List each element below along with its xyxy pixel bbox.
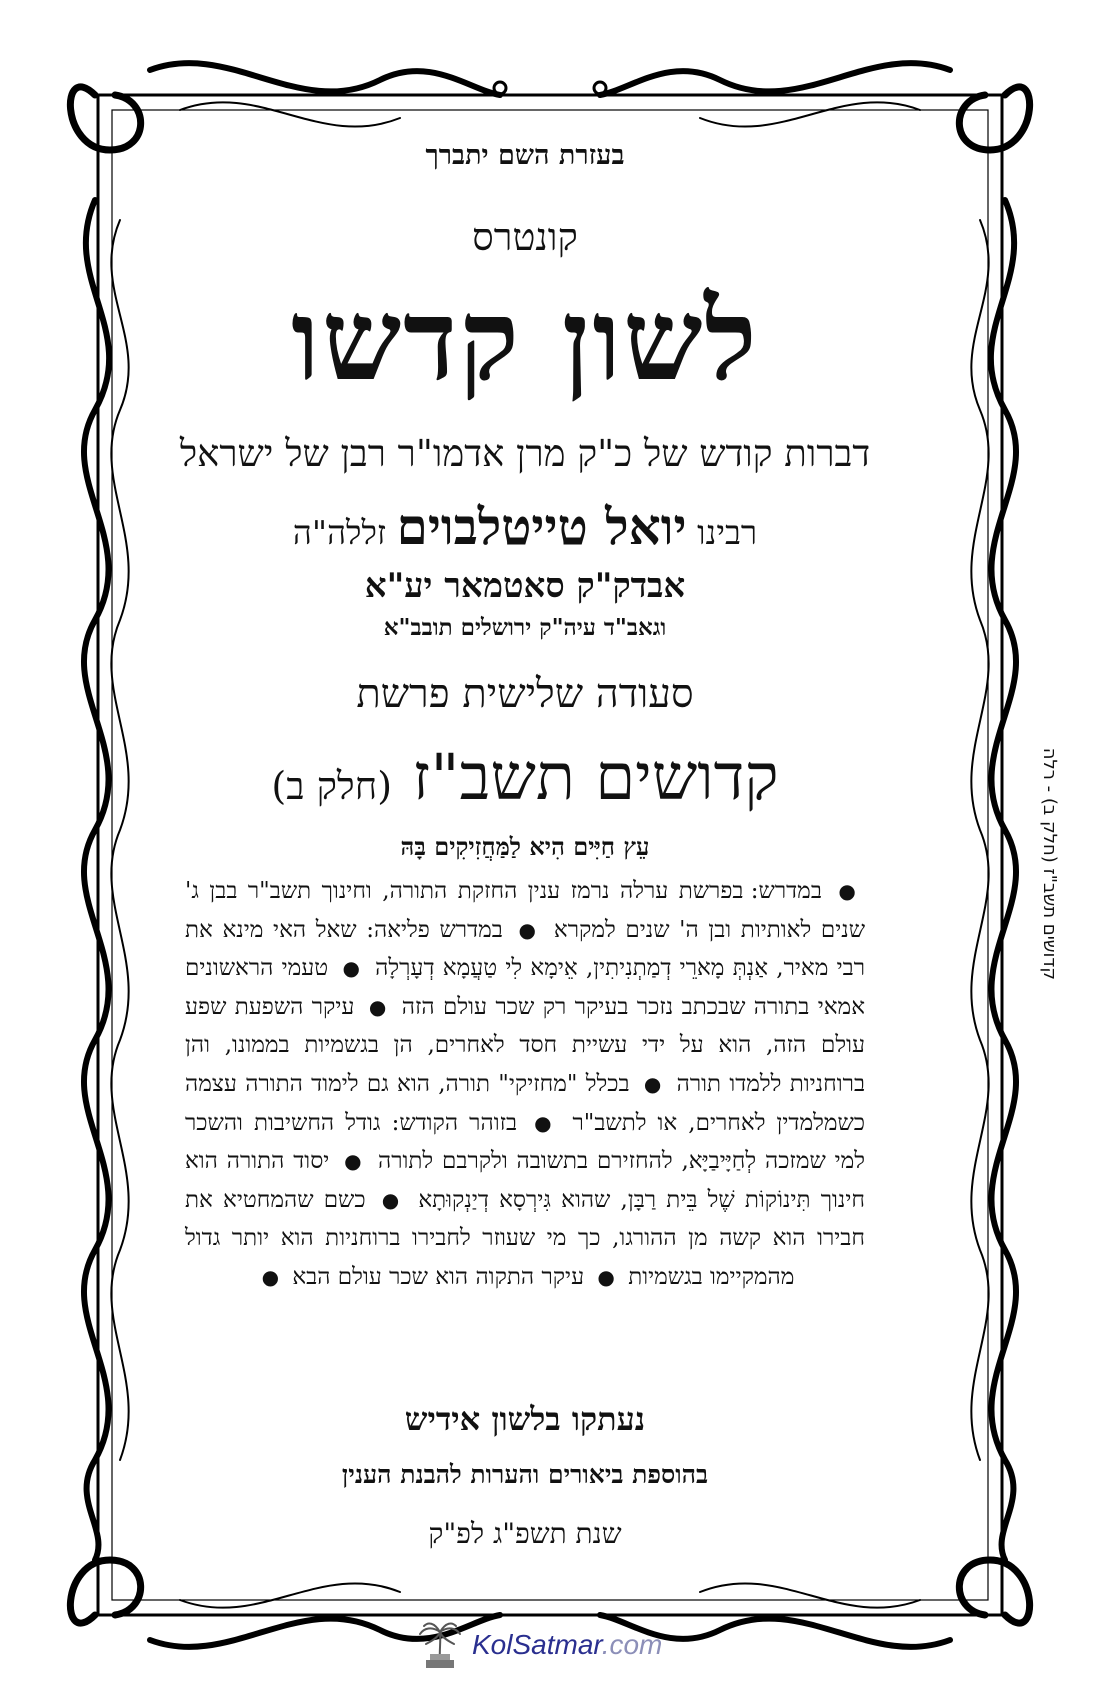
palm-tree-book-icon bbox=[418, 1620, 462, 1670]
kuntres-label: קונטרס bbox=[472, 215, 578, 259]
rabbi-name-row bbox=[175, 497, 875, 556]
list-item: בזוהר הקודש: גודל החשיבות והשכר למי שמזכה לְחַיָּיבַיָּא, להחזירם בתשובה ולקרבם לתורה bbox=[185, 1109, 866, 1175]
list-item: עיקר התקוה הוא שכר עולם הבא bbox=[292, 1263, 585, 1290]
seuda-label: סעודה שלישית פרשת bbox=[356, 671, 694, 717]
running-header: קדושים תשב"ז (חלק ב) - רלה bbox=[1039, 747, 1060, 980]
list-item: יסוד התורה הוא חינוך תִּינוֹקוֹת שֶׁל בֵּית רַבָּן, שהוא גִּירְסָא דְיַנְקוּתָא bbox=[185, 1148, 866, 1213]
rabbi-suffix: זללה"ה bbox=[292, 513, 387, 552]
etz-chaim-verse: עֵץ חַיִּים הִיא לַמַּחֲזִיקִים בָּהּ bbox=[400, 832, 650, 861]
parsha-name: קדושים תשב"ז bbox=[412, 741, 779, 815]
list-item: במדרש: בפרשת ערלה נרמז ענין החזקת התורה, וחינוך תשב"ר בבן ג' שנים לאותיות ובן ה' שנים למקרא bbox=[185, 878, 865, 943]
ab-title: אבדק"ק סאטמאר יע"א bbox=[364, 566, 686, 606]
bullet-icon: ● bbox=[342, 956, 361, 981]
bullet-icon: ● bbox=[597, 1264, 615, 1289]
bullet-icon: ● bbox=[518, 917, 539, 942]
logo-brand: KolSatmar bbox=[472, 1629, 602, 1660]
list-item: כשם שהמחטיא את חבירו הוא קשה מן ההורגו, כך מי שעוזר לחבירו ברוחניות הוא יותר גדול מהמקיימו בגשמיות bbox=[185, 1186, 865, 1290]
gaavad-title: וגאב"ד עיה"ק ירושלים תובב"א bbox=[383, 614, 667, 641]
bullet-icon: ● bbox=[534, 1110, 556, 1135]
main-title: לשון קדשו bbox=[291, 275, 759, 406]
blessing-line: בעזרת השם יתברך bbox=[425, 140, 625, 171]
rabbi-prefix: רבינו bbox=[697, 513, 758, 552]
bullet-icon: ● bbox=[838, 879, 860, 903]
bullet-icon: ● bbox=[643, 1071, 663, 1096]
list-item: עיקר השפעת שפע עולם הזה, הוא על ידי עשיית חסד לאחרים, הן בגשמיות בממונו, והן ברוחניות ללמדו תורה bbox=[185, 993, 866, 1097]
list-item: טעמי הראשונים אמאי בתורה שבכתב נזכר בעיקר רק שכר עולם הזה bbox=[185, 955, 865, 1020]
bullet-icon: ● bbox=[344, 1149, 364, 1174]
bullet-icon: ● bbox=[261, 1264, 280, 1289]
site-logo[interactable] bbox=[418, 1620, 662, 1670]
part-label: (חלק ב) bbox=[271, 764, 393, 808]
list-item: בכלל "מחזיקי" תורה, הוא גם לימוד התורה עצמה כשמלמדין לאחרים, או לתשב"ר bbox=[185, 1070, 866, 1136]
additions-note: בהוספת ביאורים והערות להבנת הענין bbox=[341, 1460, 709, 1489]
bullet-icon: ● bbox=[381, 1187, 403, 1212]
rabbi-name: יואל טייטלבוים bbox=[396, 497, 687, 556]
translation-note: נעתקו בלשון אידיש bbox=[404, 1400, 646, 1438]
subtitle: דברות קודש של כ"ק מרן אדמו"ר רבן של ישראל bbox=[179, 432, 871, 475]
publication-year: שנת תשפ"ג לפ"ק bbox=[428, 1517, 622, 1550]
list-item: במדרש פליאה: שאל האי מינא את רבי מאיר, אַנְתְּ מָארֵי דְמַתְנִיתִין, אֵימָא לִי טַעֲמָא דְעָרְלָה bbox=[185, 916, 866, 982]
parsha-title bbox=[175, 743, 875, 813]
bullet-icon: ● bbox=[368, 994, 388, 1019]
topics-list bbox=[185, 872, 865, 1297]
logo-tld: .com bbox=[601, 1629, 663, 1660]
